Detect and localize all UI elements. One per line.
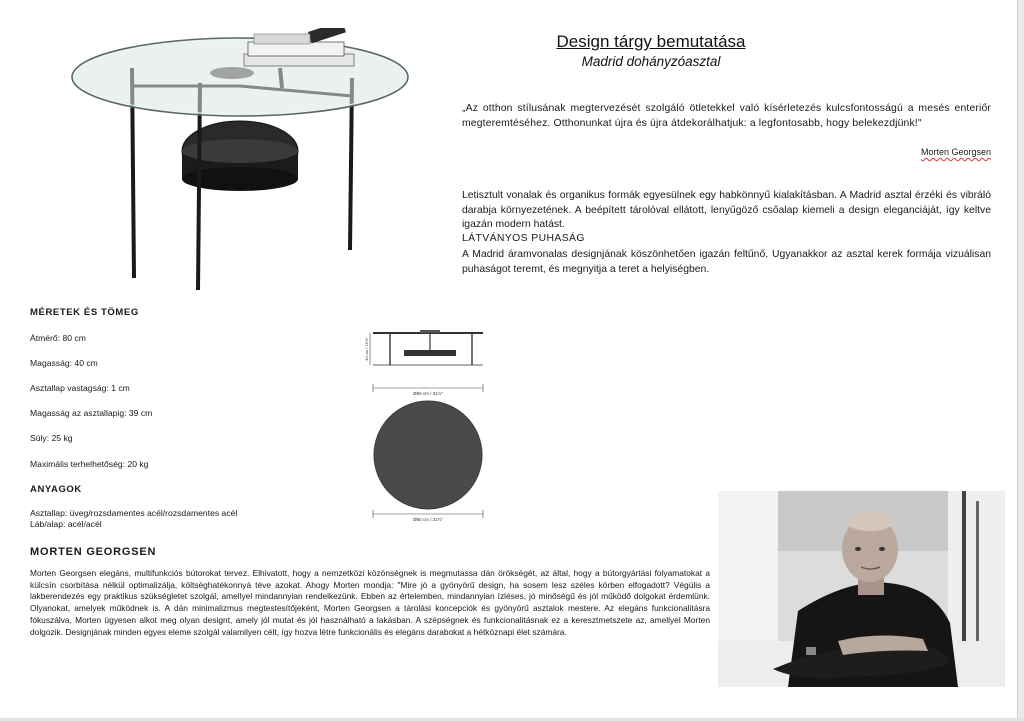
designer-bio: Morten Georgsen elegáns, multifunkciós bútorokat tervez. Elhivatott, hogy a nemzetközi közönségnek is megmutassa dán örökségét, az által, hogy a bútorgyártási folyamatokat a külcsín csorbítása nélkül optimalizálja, költséghatékonnyá téve azokat. Ahogy Morten mondja: "Mire jó a gyönyörű design, ha sosem lesz széles körben elfogadott? Végülis a lakberendezés egy praktikus szükségletet szolgál, amellyel mindannyian rendelkezünk. Ebben az értelemben, mindannyian ízléses, jó minőségű és jól működő dolgokat érdemlünk. Olyanokat, amelyek működnek is. A dán minimalizmus megtestesítőjeként, Morten Georgsen a tárolási koncepciók és gyönyörű asztalok mestere. Az elegáns funkcionalitásra fókuszálva, Morten ügyesen alkot meg olyan designt, amely jól mutat és jól használható a lakásban. A szépségnek és funkcionalitásnak ez a keresztmetszete az, amellyel Morten dolgozik. Designjának minden egyes eleme szolgál valamilyen célt, így hozva létre funkcionális és elegáns darabokat a hétköznapi élet számára. bbox=[30, 568, 710, 637]
intro-paragraph-2: A Madrid áramvonalas designjának köszönhetően igazán feltűnő. Ugyanakkor az asztal kerek formája vizuálisan puhaságot teremt, és megnyitja a teret a helyiségben. bbox=[462, 249, 991, 275]
technical-drawing bbox=[360, 328, 490, 524]
specs-heading: MÉRETEK ÉS TÖMEG bbox=[30, 307, 139, 318]
materials-heading: ANYAGOK bbox=[30, 484, 82, 495]
spec-height: Magasság: 40 cm bbox=[30, 358, 98, 368]
designer-heading: MORTEN GEORGSEN bbox=[30, 546, 157, 558]
material-top: Asztallap: üveg/rozsdamentes acél/rozsdamentes acél bbox=[30, 508, 238, 518]
drawing-top-width-label: Ø80 cm / 31½" bbox=[413, 517, 443, 522]
page-edge-right bbox=[1017, 0, 1024, 721]
quote-author: Morten Georgsen bbox=[920, 147, 991, 157]
drawing-width-label: Ø80 cm / 31½" bbox=[413, 391, 443, 396]
drawing-height-label: 40 cm / 15¾" bbox=[364, 337, 369, 361]
page-title: Design tárgy bemutatása bbox=[556, 32, 746, 51]
designer-quote: „Az otthon stílusának megtervezését szolgáló ötletekkel való kísérletezés kulcsfontosságú a mesés enteriőr megteremtéséhez. Otthonunkat újra és újra átdekorálhatjuk: a legfontosabb, hogy belekezdjünk!" bbox=[462, 103, 991, 129]
materials-list bbox=[30, 508, 237, 530]
material-base: Láb/alap: acél/acél bbox=[30, 519, 102, 529]
page-subtitle: Madrid dohányzóasztal bbox=[581, 54, 721, 69]
coffee-table-image bbox=[70, 28, 410, 294]
intro-subheading: LÁTVÁNYOS PUHASÁG bbox=[462, 233, 585, 244]
designer-portrait-image bbox=[718, 491, 1005, 687]
spec-weight: Súly: 25 kg bbox=[30, 433, 73, 443]
spec-diameter: Átmérő: 80 cm bbox=[30, 333, 86, 343]
spec-top-thickness: Asztallap vastagság: 1 cm bbox=[30, 383, 130, 393]
intro-paragraph: Letisztult vonalak és organikus formák egyesülnek egy habkönnyű kialakításban. A Madrid asztal érzéki és vibráló darabja környezetének. A beépített tárolóval ellátott, lenyűgöző csőalap kiemeli a design eleganciáját, így keltve igazán modern hatást. bbox=[462, 190, 991, 230]
spec-max-load: Maximális terhelhetőség: 20 kg bbox=[30, 459, 149, 469]
spec-top-height: Magasság az asztallapig: 39 cm bbox=[30, 408, 153, 418]
